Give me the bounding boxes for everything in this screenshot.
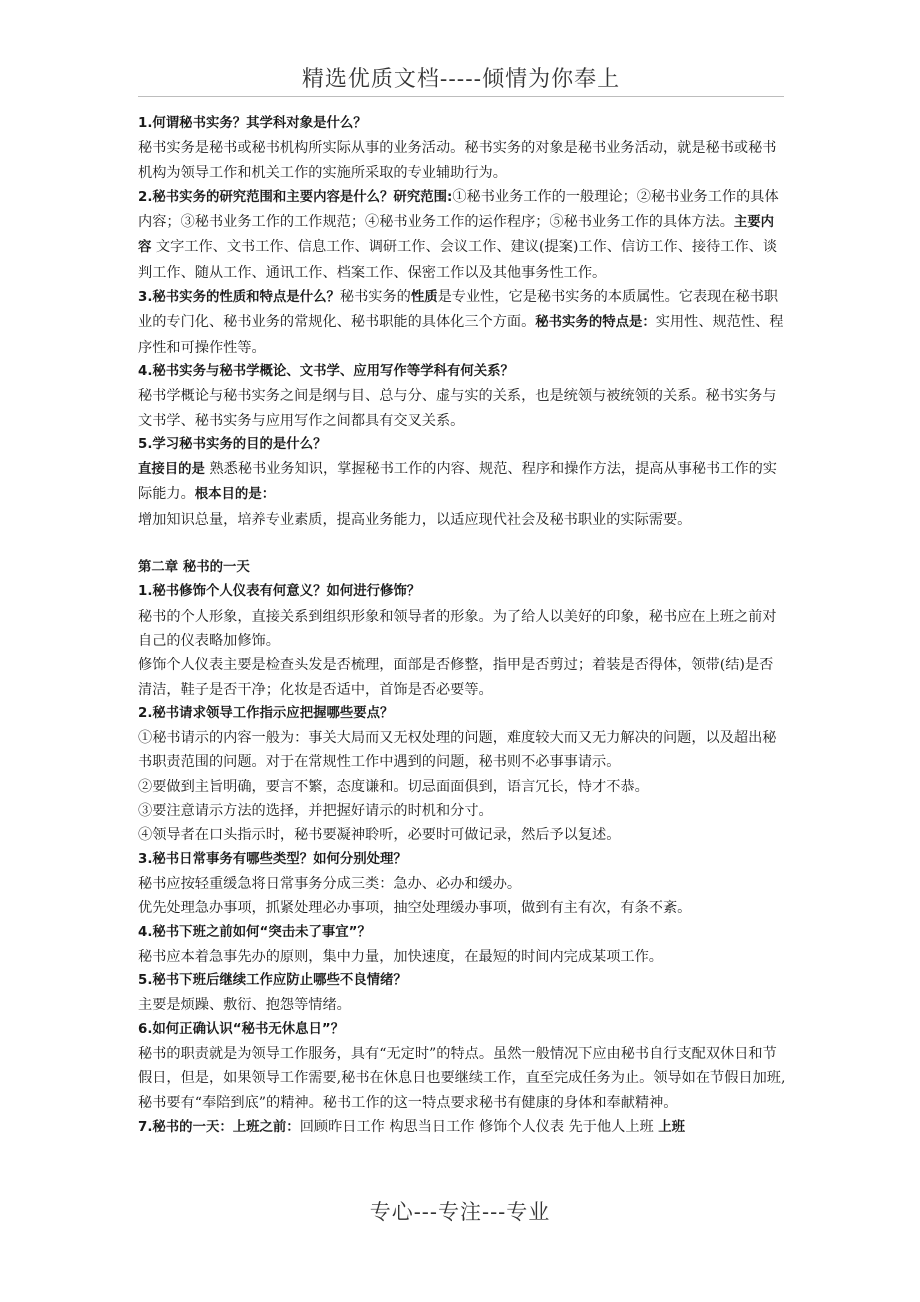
list-item: ④领导者在口头指示时，秘书要凝神聆听，必要时可做记录，然后予以复述。 bbox=[138, 827, 621, 844]
question-title: 5.秘书下班后继续工作应防止哪些不良情绪？ bbox=[138, 973, 407, 989]
inline-label: 根本目的是： bbox=[194, 487, 276, 503]
header-divider bbox=[138, 96, 784, 97]
answer-paragraph: 秘书应按轻重缓急将日常事务分成三类：急办、必办和缓办。 bbox=[138, 875, 522, 892]
answer-paragraph: 秘书的个人形象，直接关系到组织形象和领导者的形象。为了给人以美好的印象，秘书应在上班之前对自己的仪表略加修饰。 bbox=[138, 608, 777, 649]
question-title: 4.秘书实务与秘书学概论、文书学、应用写作等学科有何关系？ bbox=[138, 363, 514, 379]
list-item: ③要注意请示方法的选择，并把握好请示的时机和分寸。 bbox=[138, 803, 493, 820]
question-title: 7.秘书的一天：上班之前： bbox=[138, 1119, 300, 1135]
answer-paragraph: 主要是烦躁、敷衍、抱怨等情绪。 bbox=[138, 997, 351, 1014]
question-title: 6.如何正确认识“秘书无休息日”？ bbox=[138, 1021, 345, 1037]
answer-text: 是专业性，它是秘书实务的本质属性。它表现在秘书职业的专门化、秘书业务的常规化、秘书职能的具体化三个方面。 bbox=[138, 289, 779, 331]
answer-paragraph: 修饰个人仪表主要是检查头发是否梳理，面部是否修整，指甲是否剪过；着装是否得体，领带(结)是否清洁，鞋子是否干净；化妆是否适中，首饰是否必要等。 bbox=[138, 657, 774, 698]
inline-label: 主要内容 bbox=[138, 215, 775, 256]
answer-paragraph: 秘书实务是秘书或秘书机构所实际从事的业务活动。秘书实务的对象是秘书业务活动，就是秘书或秘书机构为领导工作和机关工作的实施所采取的专业辅助行为。 bbox=[138, 140, 777, 181]
answer-text: 秘书实务的 bbox=[339, 289, 411, 306]
question-title: 2.秘书实务的研究范围和主要内容是什么？研究范围: bbox=[138, 189, 453, 205]
answer-paragraph: 增加知识总量，培养专业素质，提高业务能力，以适应现代社会及秘书职业的实际需要。 bbox=[138, 511, 692, 528]
question-paragraph bbox=[138, 285, 786, 360]
answer-text: 实用性、规范性、程序性和可操作性等。 bbox=[138, 314, 784, 356]
question-title: 1.秘书修饰个人仪表有何意义？如何进行修饰？ bbox=[138, 584, 421, 600]
question-title: 3.秘书实务的性质和特点是什么？ bbox=[138, 290, 340, 306]
inline-label: 秘书实务的特点是： bbox=[535, 315, 656, 331]
question-title: 3.秘书日常事务有哪些类型？如何分别处理？ bbox=[138, 851, 407, 867]
question-paragraph bbox=[138, 1115, 786, 1140]
answer-paragraph: 秘书学概论与秘书实务之间是纲与目、总与分、虚与实的关系，也是统领与被统领的关系。秘书实务与文书学、秘书实务与应用写作之间都具有交叉关系。 bbox=[138, 388, 777, 429]
chapter-title: 第二章 秘书的一天 bbox=[138, 560, 250, 576]
inline-label: 上班 bbox=[658, 1119, 686, 1135]
answer-paragraph bbox=[138, 457, 786, 508]
page-footer: 专心---专注---专业 bbox=[369, 1200, 551, 1224]
answer-text: 熟悉秘书业务知识，掌握秘书工作的内容、规范、程序和操作方法，提高从事秘书工作的实际能力。 bbox=[138, 461, 777, 503]
answer-paragraph: 秘书应本着急事先办的原则，集中力量，加快速度，在最短的时间内完成某项工作。 bbox=[138, 948, 663, 965]
answer-paragraph: 秘书的职责就是为领导工作服务，具有“无定时”的特点。虽然一般情况下应由秘书自行支配双休日和节假日，但是，如果领导工作需要,秘书在休息日也要继续工作，直至完成任务为止。领导如在节假日加班,秘书要有“奉陪到底”的精神。秘书工作的这一特点要求秘书有健康的身体和奉献精神。 bbox=[138, 1045, 786, 1111]
page-header: 精选优质文档-----倾情为你奉上 bbox=[301, 67, 621, 92]
inline-label: 性质 bbox=[410, 290, 438, 306]
question-title: 1.何谓秘书实务？其学科对象是什么？ bbox=[138, 116, 367, 131]
inline-label: 直接目的是 bbox=[138, 462, 205, 478]
question-title: 2.秘书请求领导工作指示应把握哪些要点？ bbox=[138, 705, 394, 721]
document-body bbox=[138, 112, 786, 1140]
answer-text: 回顾昨日工作 构思当日工作 修饰个人仪表 先于他人上班 bbox=[299, 1118, 659, 1135]
question-paragraph bbox=[138, 185, 786, 285]
question-title: 5.学习秘书实务的目的是什么？ bbox=[138, 436, 327, 452]
answer-text: 文字工作、文书工作、信息工作、调研工作、会议工作、建议(提案)工作、信访工作、接待工作、谈判工作、随从工作、通讯工作、档案工作、保密工作以及其他事务性工作。 bbox=[138, 239, 778, 281]
answer-paragraph: 优先处理急办事项，抓紧处理必办事项，抽空处理缓办事项，做到有主有次，有条不紊。 bbox=[138, 900, 692, 917]
question-title: 4.秘书下班之前如何“突击未了事宜”？ bbox=[138, 924, 371, 940]
list-item: ①秘书请示的内容一般为：事关大局而又无权处理的问题，难度较大而又无力解决的问题，以及超出秘书职责范围的问题。对于在常规性工作中遇到的问题，秘书则不必事事请示。 bbox=[138, 730, 777, 771]
list-item: ②要做到主旨明确，要言不繁，态度谦和。切忌面面俱到，语言冗长，恃才不恭。 bbox=[138, 778, 649, 795]
answer-text: ①秘书业务工作的一般理论；②秘书业务工作的具体内容；③秘书业务工作的工作规范；④秘书业务工作的运作程序；⑤秘书业务工作的具体方法。 bbox=[138, 188, 779, 231]
blank-line bbox=[138, 532, 786, 556]
